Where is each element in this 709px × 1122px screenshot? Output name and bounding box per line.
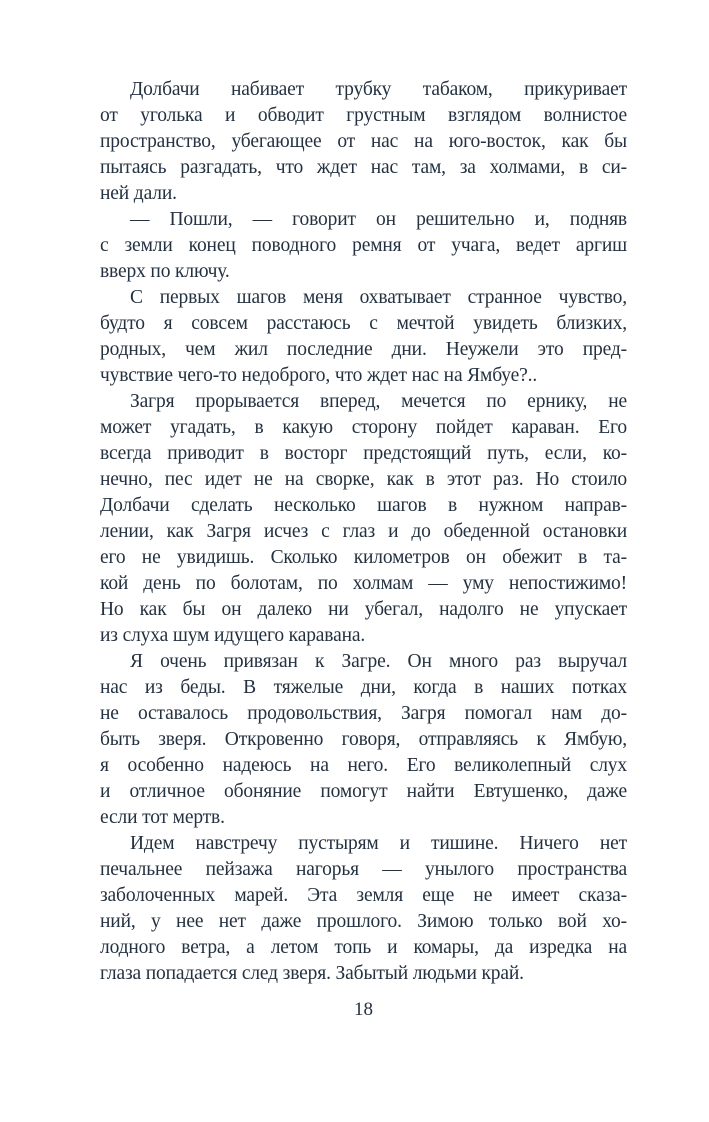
text-line: заболоченных марей. Эта земля еще не имеет сказа-	[100, 885, 627, 906]
text-line: нас из беды. В тяжелые дни, когда в наших потках	[100, 677, 627, 698]
text-line: Идем навстречу пустырям и тишине. Ничего нет	[130, 833, 627, 854]
text-line: лении, как Загря исчез с глаз и до обеденной остановки	[100, 521, 627, 542]
text-line: из слуха шум идущего каравана.	[100, 625, 366, 646]
paragraph	[100, 77, 627, 207]
text-line: ней дали.	[100, 183, 177, 204]
text-line: пытаясь разгадать, что ждет нас там, за холмами, в си-	[100, 157, 627, 178]
paragraph	[100, 831, 627, 987]
paragraph	[100, 649, 627, 831]
text-line: глаза попадается след зверя. Забытый людьми край.	[100, 963, 524, 984]
text-line: если тот мертв.	[100, 807, 225, 828]
text-line: печальнее пейзажа нагорья — унылого пространства	[100, 859, 627, 880]
text-line: ний, у нее нет даже прошлого. Зимою только вой хо-	[100, 911, 627, 932]
paragraph	[100, 285, 627, 389]
text-line: Я очень привязан к Загре. Он много раз выручал	[130, 651, 627, 672]
text-line: — Пошли, — говорит он решительно и, подняв	[130, 209, 627, 230]
text-line: всегда приводит в восторг предстоящий путь, если, ко-	[100, 443, 627, 464]
text-line: я особенно надеюсь на него. Его великолепный слух	[100, 755, 627, 776]
text-line: Но как бы он далеко ни убегал, надолго не упускает	[100, 599, 627, 620]
text-line: нечно, пес идет не на сворке, как в этот раз. Но стоило	[100, 469, 627, 490]
text-line: С первых шагов меня охватывает странное чувство,	[130, 287, 627, 308]
text-line: от уголька и обводит грустным взглядом волнистое	[100, 105, 627, 126]
text-line: с земли конец поводного ремня от учага, ведет аргиш	[100, 235, 627, 256]
text-line: может угадать, в какую сторону пойдет караван. Его	[100, 417, 627, 438]
text-line: быть зверя. Откровенно говоря, отправляясь к Ямбую,	[100, 729, 627, 750]
paragraph	[100, 207, 627, 285]
text-line: пространство, убегающее от нас на юго-восток, как бы	[100, 131, 627, 152]
text-line: лодного ветра, а летом топь и комары, да изредка на	[100, 937, 627, 958]
text-line: Долбачи сделать несколько шагов в нужном направ-	[100, 495, 627, 516]
text-line: будто я совсем расстаюсь с мечтой увидеть близких,	[100, 313, 627, 334]
text-line: Загря прорывается вперед, мечется по ернику, не	[130, 391, 627, 412]
text-line: вверх по ключу.	[100, 261, 230, 282]
paragraph	[100, 389, 627, 649]
text-line: и отличное обоняние помогут найти Евтушенко, даже	[100, 781, 627, 802]
text-line: чувствие чего-то недоброго, что ждет нас на Ямбуе?..	[100, 365, 538, 386]
text-line: кой день по болотам, по холмам — уму непостижимо!	[100, 573, 627, 594]
text-line: не оставалось продовольствия, Загря помогал нам до-	[100, 703, 627, 724]
page-number: 18	[354, 999, 373, 1020]
text-line: родных, чем жил последние дни. Неужели это пред-	[100, 339, 627, 360]
page-text	[100, 77, 627, 987]
text-line: Долбачи набивает трубку табаком, прикуривает	[130, 79, 627, 100]
text-line: его не увидишь. Сколько километров он обежит в та-	[100, 547, 627, 568]
